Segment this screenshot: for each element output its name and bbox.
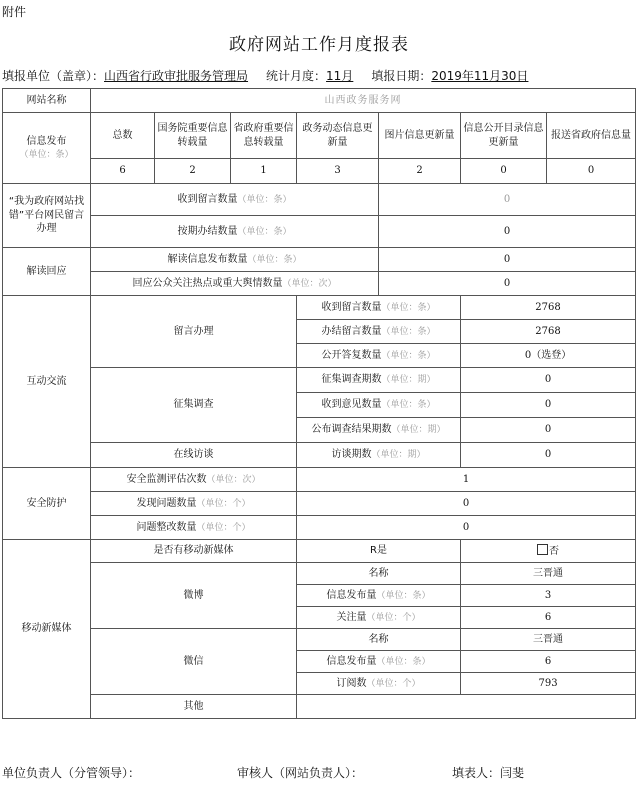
wyzc-ontime-value: 0 [379, 216, 636, 248]
media-row-value: 6 [461, 651, 636, 673]
info-value: 2 [155, 159, 231, 184]
info-header-row [3, 113, 636, 159]
hudong-row-label: 公布调查结果期数（单位：期） [297, 418, 461, 443]
media-row-label: 信息发布量（单位：条） [297, 585, 461, 607]
wyzc-ontime-label: 按期办结数量（单位：条） [91, 216, 379, 248]
wyzc-received-row [3, 184, 636, 216]
report-table [2, 88, 636, 719]
hudong-row-value: 0（选登） [461, 344, 636, 368]
security-row [3, 468, 636, 492]
hudong-row-value: 2768 [461, 296, 636, 320]
jiedu-resp-row [3, 272, 636, 296]
media-row-value: 三晋通 [461, 563, 636, 585]
hudong-section-label: 互动交流 [3, 296, 91, 468]
info-header: 报送省政府信息量 [547, 113, 636, 159]
media-row-label: 名称 [297, 629, 461, 651]
month-value: 11月 [326, 69, 354, 83]
hudong-row [3, 443, 636, 468]
unit-value: 山西省行政审批服务管理局 [104, 69, 249, 83]
info-header: 总数 [91, 113, 155, 159]
media-row-value: 3 [461, 585, 636, 607]
media-other-row [3, 695, 636, 719]
media-has-label: 是否有移动新媒体 [91, 540, 297, 563]
jiedu-pub-label: 解读信息发布数量（单位：条） [91, 248, 379, 272]
info-header: 国务院重要信息转载量 [155, 113, 231, 159]
hudong-msg-label: 留言办理 [91, 296, 297, 368]
weibo-label: 微博 [91, 563, 297, 629]
wyzc-ontime-row [3, 216, 636, 248]
media-row-label: 关注量（单位：个） [297, 607, 461, 629]
date-label: 填报日期： [371, 69, 432, 83]
media-other-label: 其他 [91, 695, 297, 719]
jiedu-resp-value: 0 [379, 272, 636, 296]
security-row-label: 发现问题数量（单位：个） [91, 492, 297, 516]
info-header: 图片信息更新量 [379, 113, 461, 159]
hudong-row-value: 0 [461, 418, 636, 443]
jiedu-resp-label: 回应公众关注热点或重大舆情数量（单位：次） [91, 272, 379, 296]
info-value: 6 [91, 159, 155, 184]
media-row-label: 名称 [297, 563, 461, 585]
hudong-row-label: 收到留言数量（单位：条） [297, 296, 461, 320]
report-title: 政府网站工作月度报表 [229, 35, 409, 55]
hudong-survey-label: 征集调查 [91, 368, 297, 443]
info-header: 省政府重要信息转载量 [231, 113, 297, 159]
site-name-row [3, 89, 636, 113]
media-has-row [3, 540, 636, 563]
hudong-row [3, 368, 636, 393]
security-row-label: 问题整改数量（单位：个） [91, 516, 297, 540]
filler-signature: 填表人：闫斐 [452, 766, 525, 780]
security-row-value: 0 [297, 492, 636, 516]
security-row-value: 1 [297, 468, 636, 492]
checkbox-icon [537, 544, 548, 555]
info-header: 政务动态信息更新量 [297, 113, 379, 159]
hudong-row-value: 2768 [461, 320, 636, 344]
security-row [3, 516, 636, 540]
date-value: 2019年11月30日 [431, 69, 529, 83]
media-no-option: 否 [461, 540, 636, 563]
info-value-row [3, 159, 636, 184]
hudong-row-label: 公开答复数量（单位：条） [297, 344, 461, 368]
jiedu-pub-value: 0 [379, 248, 636, 272]
unit-label: 填报单位（盖章）： [2, 69, 105, 83]
attachment-label: 附件 [2, 5, 27, 19]
reviewer-signature: 审核人（网站负责人）： [237, 766, 364, 780]
info-section-label: 信息发布 （单位：条） [3, 113, 91, 184]
info-value: 3 [297, 159, 379, 184]
weixin-row [3, 629, 636, 651]
hudong-row-value: 0 [461, 393, 636, 418]
weixin-label: 微信 [91, 629, 297, 695]
media-row-value: 793 [461, 673, 636, 695]
hudong-interview-label: 在线访谈 [91, 443, 297, 468]
hudong-row-label: 访谈期数（单位：期） [297, 443, 461, 468]
security-section-label: 安全防护 [3, 468, 91, 540]
signature-footer [2, 764, 524, 781]
media-section-label: 移动新媒体 [3, 540, 91, 719]
hudong-row-value: 0 [461, 368, 636, 393]
leader-signature: 单位负责人（分管领导）： [2, 766, 141, 780]
month-label: 统计月度： [266, 69, 327, 83]
wyzc-received-value: 0 [379, 184, 636, 216]
media-row-value: 三晋通 [461, 629, 636, 651]
media-row-label: 信息发布量（单位：条） [297, 651, 461, 673]
info-value: 0 [461, 159, 547, 184]
security-row-label: 安全监测评估次数（单位：次） [91, 468, 297, 492]
media-other-value [297, 695, 636, 719]
hudong-row-label: 办结留言数量（单位：条） [297, 320, 461, 344]
media-row-value: 6 [461, 607, 636, 629]
hudong-row-label: 征集调查期数（单位：期） [297, 368, 461, 393]
security-row-value: 0 [297, 516, 636, 540]
media-row-label: 订阅数（单位：个） [297, 673, 461, 695]
site-name-value: 山西政务服务网 [91, 89, 636, 113]
jiedu-section-label: 解读回应 [3, 248, 91, 296]
hudong-row-label: 收到意见数量（单位：条） [297, 393, 461, 418]
info-value: 0 [547, 159, 636, 184]
wyzc-section-label: “我为政府网站找错”平台网民留言办理 [3, 184, 91, 248]
info-header: 信息公开目录信息更新量 [461, 113, 547, 159]
hudong-row [3, 296, 636, 320]
report-meta [2, 67, 528, 84]
site-name-label: 网站名称 [3, 89, 91, 113]
media-yes-option: R是 [297, 540, 461, 563]
info-value: 1 [231, 159, 297, 184]
jiedu-pub-row [3, 248, 636, 272]
wyzc-received-label: 收到留言数量（单位：条） [91, 184, 379, 216]
weibo-row [3, 563, 636, 585]
security-row [3, 492, 636, 516]
hudong-row-value: 0 [461, 443, 636, 468]
info-value: 2 [379, 159, 461, 184]
